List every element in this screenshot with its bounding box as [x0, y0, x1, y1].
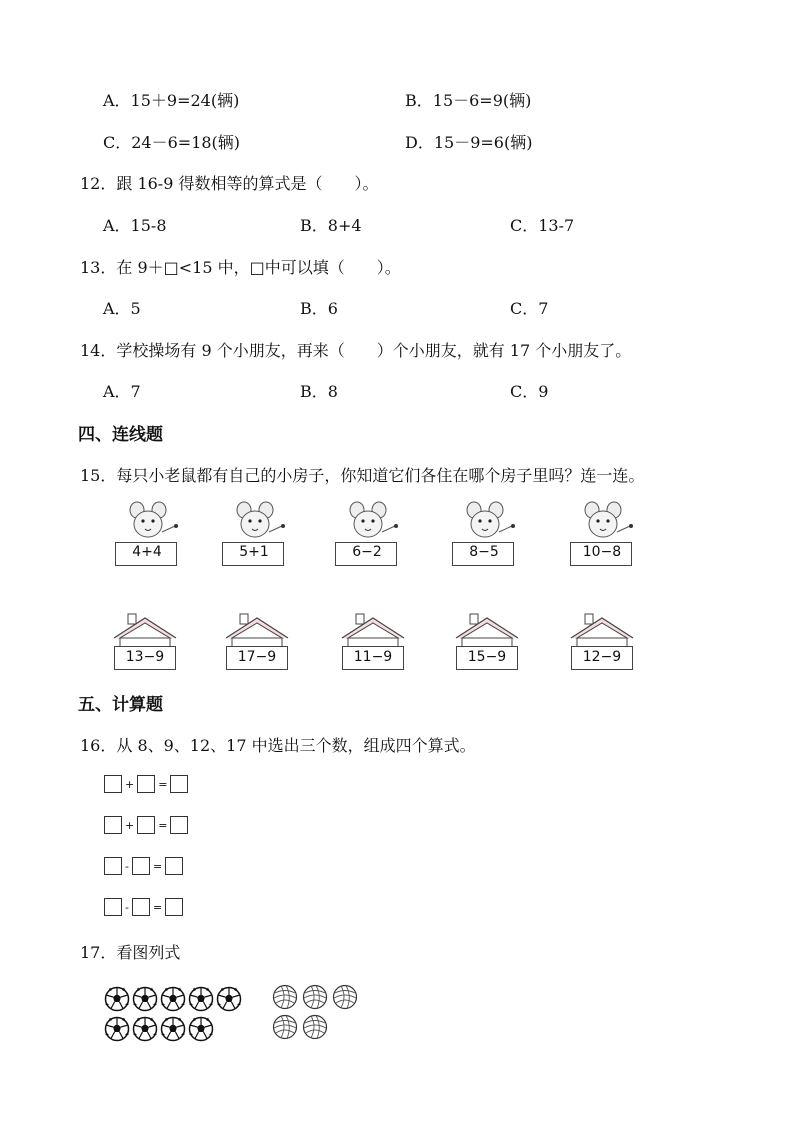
answer-box[interactable] [104, 857, 122, 875]
q15-stem: 15．每只小老鼠都有自己的小房子，你知道它们各住在哪个房子里吗？连一连。 [80, 466, 645, 485]
q12-option-b: B．8+4 [300, 216, 362, 235]
q13-stem: 13．在 9＋□<15 中，□中可以填（ ）。 [80, 258, 401, 277]
house-card[interactable] [338, 612, 408, 670]
soccer-ball-icon [132, 986, 158, 1016]
equals-sign: = [152, 900, 163, 914]
volleyball-icon [302, 984, 328, 1014]
q17-stem: 17．看图列式 [80, 943, 181, 962]
answer-box[interactable] [170, 775, 188, 793]
q11-option-d: D．15－9=6(辆) [405, 133, 533, 152]
mouse-icon [115, 498, 185, 548]
house-label: 15−9 [467, 649, 507, 665]
answer-box[interactable] [104, 775, 122, 793]
mouse-card[interactable] [452, 498, 516, 568]
equation-row [104, 814, 188, 836]
q12-option-c: C．13-7 [510, 216, 575, 235]
house-label: 17−9 [237, 649, 277, 665]
mouse-label: 4+4 [132, 544, 162, 560]
soccer-ball-icon [132, 1016, 158, 1046]
q11-option-c: C．24－6=18(辆) [103, 133, 241, 152]
answer-box[interactable] [104, 816, 122, 834]
mouse-card[interactable] [570, 498, 634, 568]
equals-sign: = [158, 818, 168, 832]
equals-sign: = [152, 859, 163, 873]
soccer-ball-icon [188, 1016, 214, 1046]
mouse-label: 6−2 [352, 544, 382, 560]
q14-option-c: C．9 [510, 382, 549, 401]
operator: + [125, 777, 135, 791]
house-label: 13−9 [125, 649, 165, 665]
q11-option-a: A．15＋9=24(辆) [103, 91, 240, 110]
mouse-card[interactable] [222, 498, 286, 568]
volleyball-icon [272, 984, 298, 1014]
soccer-ball-icon [104, 986, 130, 1016]
q12-option-a: A．15-8 [103, 216, 167, 235]
house-card[interactable] [222, 612, 292, 670]
equals-sign: = [158, 777, 168, 791]
mouse-label: 10−8 [582, 544, 622, 560]
equation-row [104, 896, 183, 918]
q14-option-a: A．7 [103, 382, 141, 401]
soccer-ball-icon [216, 986, 242, 1016]
mouse-card[interactable] [115, 498, 179, 568]
section-5-heading: 五、计算题 [78, 695, 163, 715]
answer-box[interactable] [137, 816, 155, 834]
q12-stem: 12．跟 16-9 得数相等的算式是（ ）。 [80, 174, 379, 193]
mouse-icon [222, 498, 292, 548]
equation-row [104, 773, 188, 795]
house-card[interactable] [110, 612, 180, 670]
mouse-icon [570, 498, 640, 548]
operator: - [125, 859, 129, 873]
q13-option-b: B．6 [300, 299, 338, 318]
volleyball-icon [302, 1014, 328, 1044]
house-card[interactable] [452, 612, 522, 670]
q14-stem: 14．学校操场有 9 个小朋友，再来（ ）个小朋友，就有 17 个小朋友了。 [80, 341, 632, 360]
soccer-ball-icon [188, 986, 214, 1016]
operator: + [125, 818, 135, 832]
mouse-card[interactable] [335, 498, 399, 568]
house-label: 11−9 [353, 649, 393, 665]
q11-option-b: B．15－6=9(辆) [405, 91, 532, 110]
q13-option-a: A．5 [103, 299, 141, 318]
mouse-icon [335, 498, 405, 548]
answer-box[interactable] [165, 898, 183, 916]
answer-box[interactable] [137, 775, 155, 793]
soccer-ball-icon [160, 986, 186, 1016]
soccer-ball-icon [160, 1016, 186, 1046]
q16-stem: 16．从 8、9、12、17 中选出三个数，组成四个算式。 [80, 736, 476, 755]
q13-option-c: C．7 [510, 299, 549, 318]
answer-box[interactable] [165, 857, 183, 875]
mouse-icon [452, 498, 522, 548]
house-card[interactable] [567, 612, 637, 670]
q14-option-b: B．8 [300, 382, 338, 401]
operator: - [125, 900, 129, 914]
volleyball-icon [272, 1014, 298, 1044]
answer-box[interactable] [170, 816, 188, 834]
soccer-ball-icon [104, 1016, 130, 1046]
mouse-label: 8−5 [469, 544, 499, 560]
mouse-label: 5+1 [239, 544, 269, 560]
section-4-heading: 四、连线题 [78, 425, 163, 445]
answer-box[interactable] [104, 898, 122, 916]
answer-box[interactable] [132, 898, 150, 916]
house-label: 12−9 [582, 649, 622, 665]
equation-row [104, 855, 183, 877]
volleyball-icon [332, 984, 358, 1014]
answer-box[interactable] [132, 857, 150, 875]
